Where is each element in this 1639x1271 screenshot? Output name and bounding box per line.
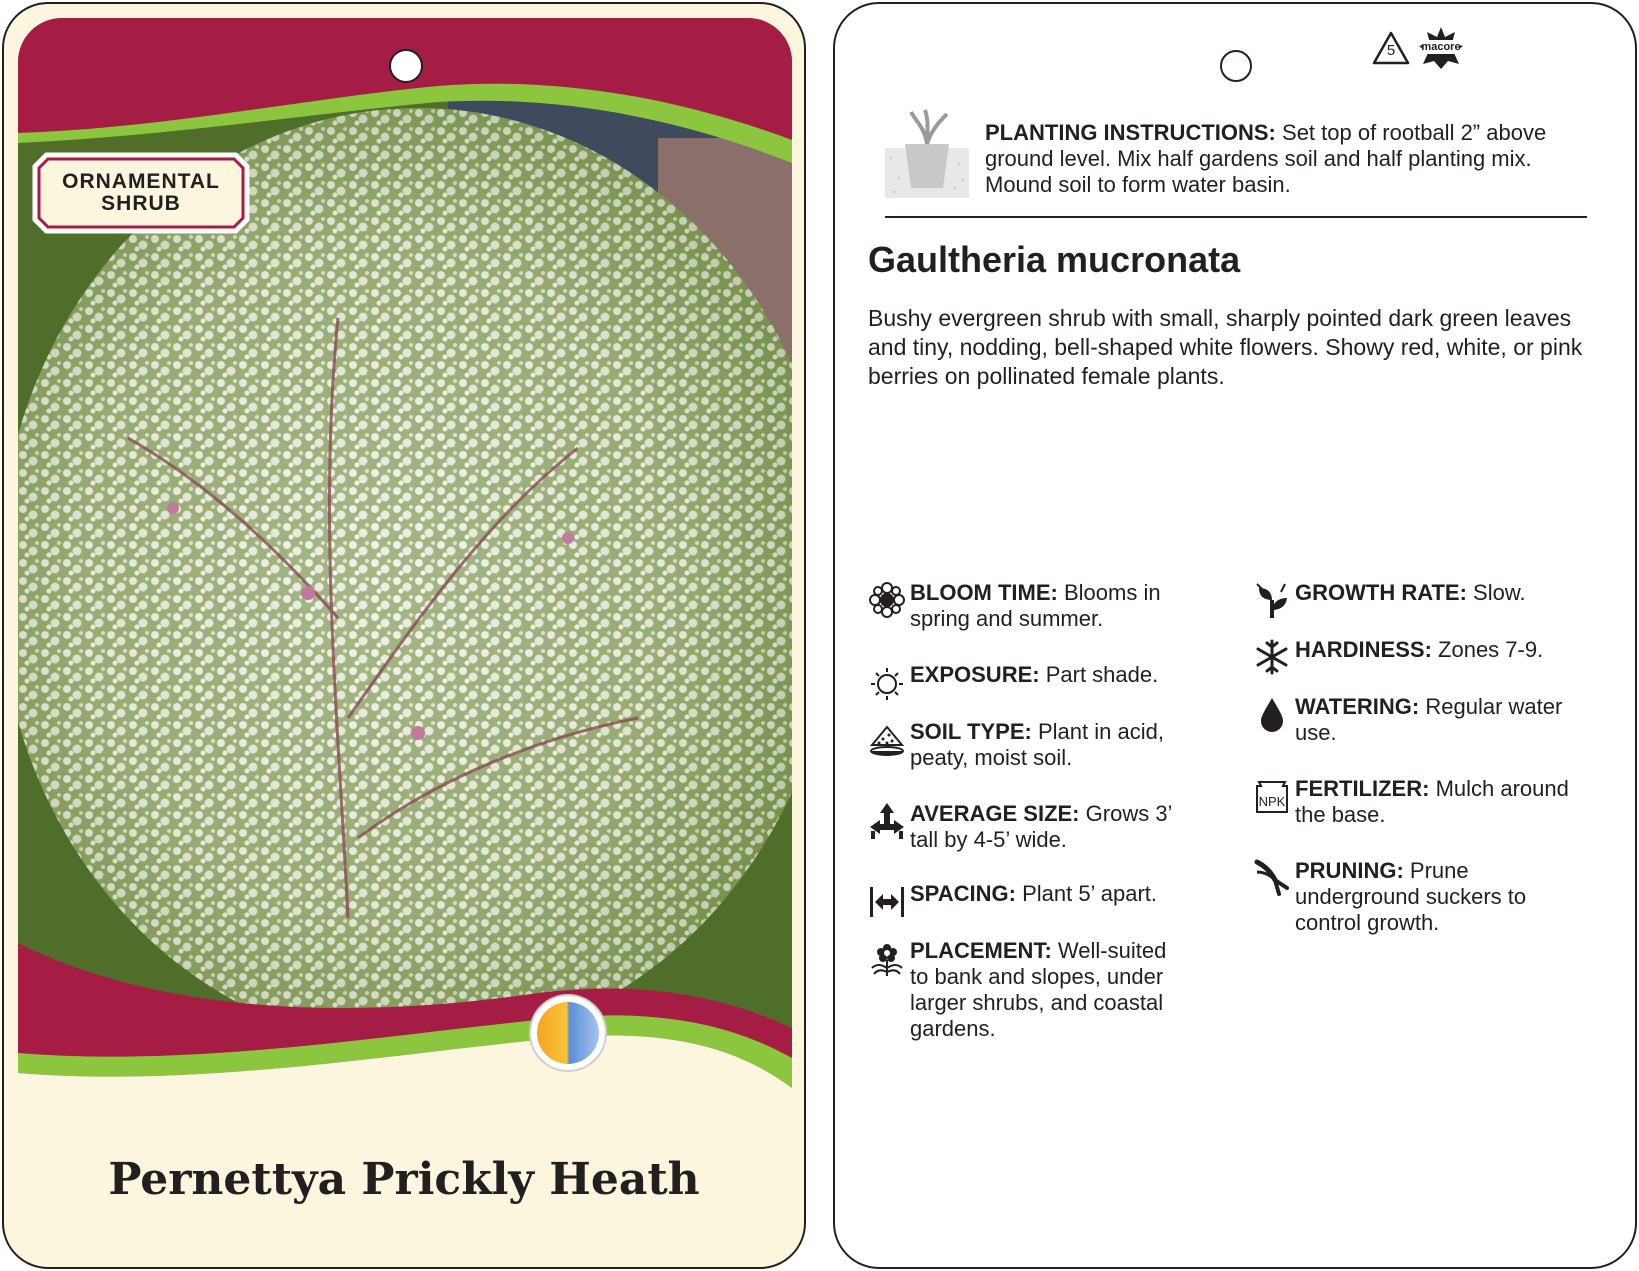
back-tag bbox=[833, 2, 1637, 1269]
divider bbox=[885, 216, 1587, 218]
potted-plant-icon bbox=[885, 108, 969, 198]
attr-average-size bbox=[868, 801, 1198, 853]
fertilizer-label: FERTILIZER: bbox=[1295, 776, 1430, 801]
watering-label: WATERING: bbox=[1295, 694, 1420, 719]
planting-text bbox=[985, 120, 1585, 198]
macore-logo-icon bbox=[1417, 26, 1465, 70]
attr-exposure bbox=[868, 662, 1188, 702]
hang-hole bbox=[389, 49, 423, 83]
planting-body: Set top of rootball 2” above ground level. Mix half gardens soil and half planting mix. Mound soil to form water basin. bbox=[985, 120, 1547, 197]
attr-soil-type bbox=[868, 719, 1188, 771]
scientific-name: Gaultheria mucronata bbox=[868, 239, 1241, 280]
common-name: Pernettya Prickly Heath bbox=[108, 1154, 700, 1205]
growth-rate-value: Slow. bbox=[1473, 580, 1526, 605]
bloom-time-label: BLOOM TIME: bbox=[910, 580, 1058, 605]
badge-line-1: ORNAMENTAL bbox=[62, 170, 220, 193]
placement-label: PLACEMENT: bbox=[910, 938, 1052, 963]
soil-type-label: SOIL TYPE: bbox=[910, 719, 1032, 744]
attr-bloom-time bbox=[868, 580, 1188, 632]
pruning-value: Prune underground suckers to control growth. bbox=[1295, 858, 1527, 935]
snowflake-icon bbox=[1253, 637, 1291, 677]
npk-text: NPK bbox=[1258, 794, 1286, 809]
watering-value: Regular water use. bbox=[1295, 694, 1563, 745]
soil-icon bbox=[868, 719, 906, 759]
water-drop-icon bbox=[1253, 694, 1291, 734]
growth-rate-label: GROWTH RATE: bbox=[1295, 580, 1467, 605]
recycle-icon bbox=[1371, 30, 1411, 66]
attr-hardiness bbox=[1253, 637, 1583, 677]
spacing-icon bbox=[868, 881, 906, 921]
planting-instructions bbox=[885, 104, 1585, 224]
fertilizer-value: Mulch around the base. bbox=[1295, 776, 1569, 827]
placement-value: Well-suited to bank and slopes, under larger shrubs, and coastal gardens. bbox=[910, 938, 1167, 1041]
recycle-marks bbox=[1371, 26, 1471, 70]
attr-spacing bbox=[868, 881, 1188, 921]
recycle-number: 5 bbox=[1386, 42, 1396, 59]
exposure-label: EXPOSURE: bbox=[910, 662, 1040, 687]
pruners-icon bbox=[1253, 858, 1291, 898]
attr-pruning bbox=[1253, 858, 1583, 936]
brand-name: macore bbox=[1421, 41, 1461, 53]
average-size-value: Grows 3’ tall by 4-5’ wide. bbox=[910, 801, 1172, 852]
npk-icon bbox=[1253, 776, 1291, 816]
front-tag bbox=[2, 2, 806, 1269]
spacing-label: SPACING: bbox=[910, 881, 1016, 906]
planting-label: PLANTING INSTRUCTIONS: bbox=[985, 120, 1276, 145]
attr-growth-rate bbox=[1253, 580, 1583, 620]
sun-icon bbox=[868, 662, 906, 702]
description: Bushy evergreen shrub with small, sharply pointed dark green leaves and tiny, nodding, bell-shaped white flowers. Showy red, white, or pink berries on pollinated female plants. bbox=[868, 305, 1583, 389]
exposure-value: Part shade. bbox=[1045, 662, 1159, 687]
bloom-time-value: Blooms in spring and summer. bbox=[910, 580, 1161, 631]
part-shade-icon bbox=[529, 994, 607, 1072]
hang-hole bbox=[1220, 50, 1252, 82]
size-arrows-icon bbox=[868, 801, 906, 841]
attr-watering bbox=[1253, 694, 1583, 746]
hardiness-value: Zones 7-9. bbox=[1438, 637, 1544, 662]
badge-line-2: SHRUB bbox=[101, 192, 181, 215]
category-badge bbox=[32, 152, 250, 234]
pruning-label: PRUNING: bbox=[1295, 858, 1404, 883]
flower-icon bbox=[868, 580, 906, 620]
soil-type-value: Plant in acid, peaty, moist soil. bbox=[910, 719, 1164, 770]
attr-placement bbox=[868, 938, 1188, 1042]
hardiness-label: HARDINESS: bbox=[1295, 637, 1432, 662]
spacing-value: Plant 5’ apart. bbox=[1022, 881, 1157, 906]
average-size-label: AVERAGE SIZE: bbox=[910, 801, 1080, 826]
placement-icon bbox=[868, 938, 906, 978]
sprout-icon bbox=[1253, 580, 1291, 620]
attr-fertilizer bbox=[1253, 776, 1583, 828]
